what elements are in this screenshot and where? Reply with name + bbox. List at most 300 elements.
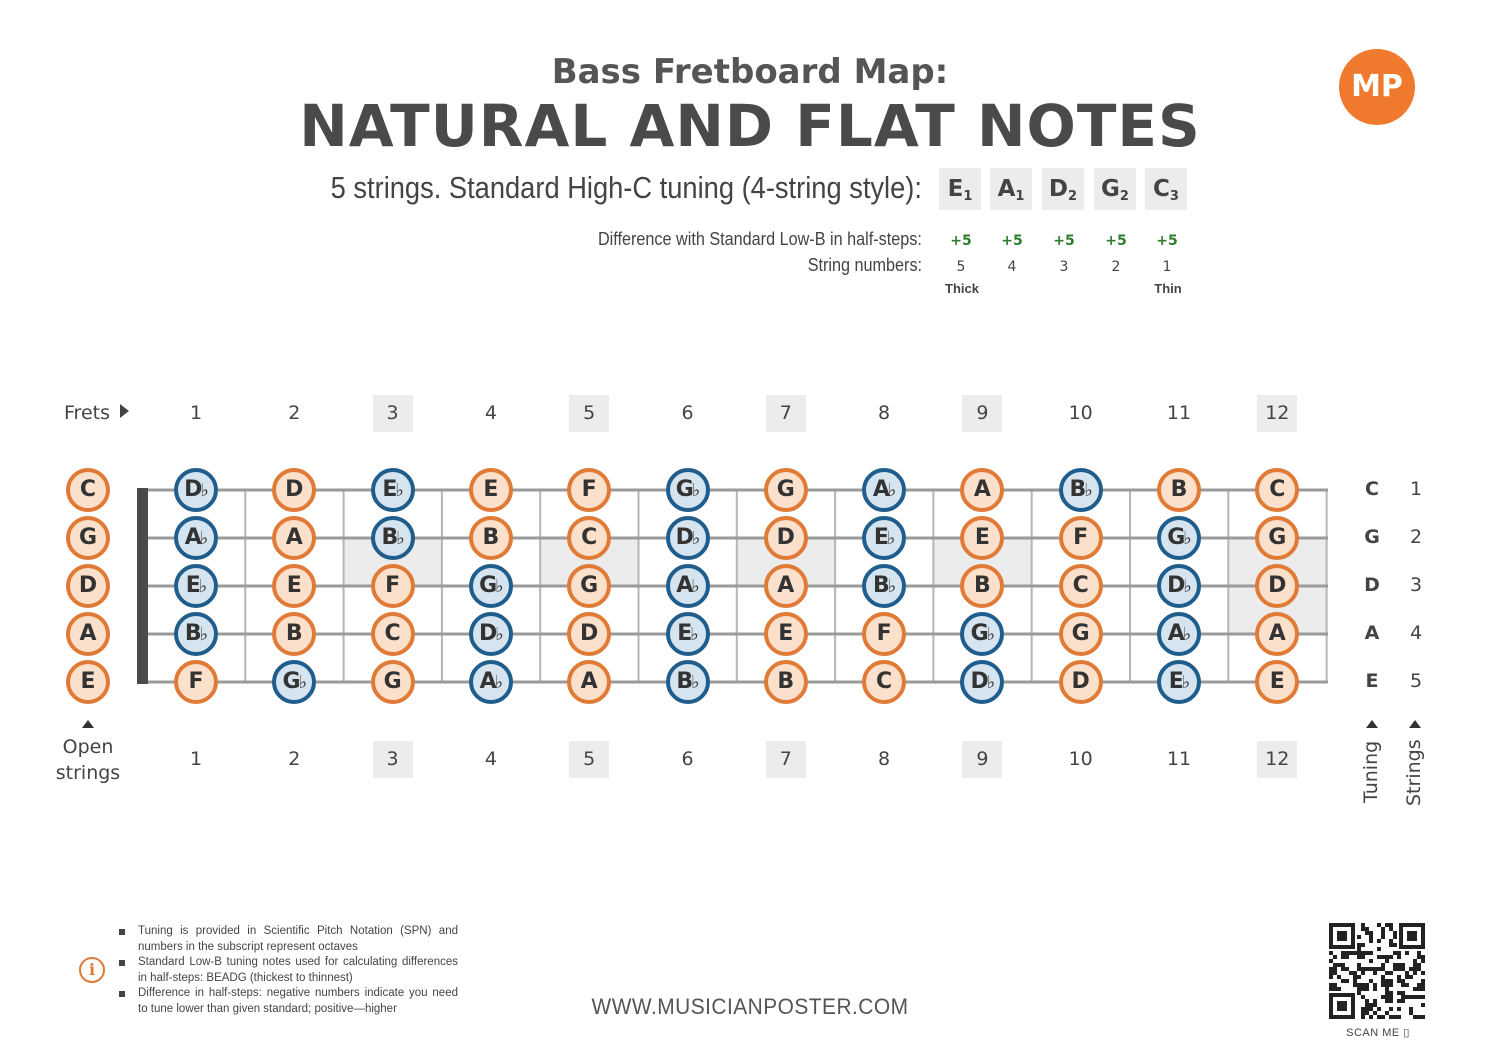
fret-note: F (567, 468, 611, 512)
qr-module (1413, 1015, 1417, 1019)
flat-symbol: ♭ (887, 480, 896, 501)
qr-module (1365, 987, 1369, 991)
qr-module (1369, 931, 1373, 935)
qr-module (1401, 979, 1405, 983)
fret-note: B (272, 612, 316, 656)
qr-module (1417, 955, 1421, 959)
qr-module (1381, 995, 1385, 999)
flat-symbol: ♭ (395, 480, 403, 501)
fret-note: D (1059, 660, 1103, 704)
qr-module (1381, 967, 1385, 971)
qr-module (1393, 967, 1397, 971)
footnote-item: Standard Low-B tuning notes used for calculating differences in half-steps: BEADG (thickest to thinnest) (118, 955, 458, 986)
qr-module (1353, 951, 1357, 955)
fret-note: E (764, 612, 808, 656)
scan-me-label (1330, 1026, 1426, 1039)
qr-module (1369, 1003, 1373, 1007)
qr-module (1369, 939, 1373, 943)
qr-module (1397, 951, 1401, 955)
fret-note: C (1059, 564, 1103, 608)
qr-module (1389, 979, 1393, 983)
qr-module (1357, 943, 1361, 947)
string-number-value: 4 (1007, 259, 1017, 275)
top-fret-number: 4 (484, 402, 497, 424)
note-letter: A (184, 525, 201, 550)
note-letter: D (1167, 573, 1185, 598)
qr-module (1413, 963, 1417, 967)
qr-module (1397, 975, 1401, 979)
qr-module (1397, 1007, 1401, 1011)
qr-module (1373, 1011, 1377, 1015)
qr-module (1417, 1015, 1421, 1019)
open-string-note: G (66, 516, 110, 560)
qr-module (1329, 959, 1333, 963)
qr-module (1333, 971, 1337, 975)
qr-module (1413, 995, 1417, 999)
note-letter: G (675, 477, 693, 502)
right-tuning-note: E (1365, 670, 1379, 692)
qr-module (1389, 939, 1393, 943)
qr-module (1373, 983, 1377, 987)
qr-module (1341, 979, 1345, 983)
fret-note (272, 660, 316, 704)
qr-module (1381, 1015, 1385, 1019)
fret-note: A (567, 660, 611, 704)
qr-module (1413, 959, 1417, 963)
qr-module (1385, 971, 1389, 975)
note-letter: A (479, 669, 496, 694)
qr-module (1421, 955, 1425, 959)
qr-module (1393, 931, 1397, 935)
thick-label: Thick (945, 281, 979, 296)
fret-note: E (272, 564, 316, 608)
qr-module (1369, 959, 1373, 963)
qr-module (1337, 975, 1341, 979)
bottom-fret-number: 4 (484, 748, 497, 770)
qr-module (1397, 967, 1401, 971)
qr-module (1421, 971, 1425, 975)
qr-module (1365, 927, 1369, 931)
difference-value: +5 (950, 233, 972, 249)
qr-module (1389, 955, 1393, 959)
qr-module (1329, 967, 1333, 971)
qr-module (1365, 999, 1369, 1003)
flat-symbol: ♭ (887, 576, 896, 597)
qr-module (1393, 963, 1397, 967)
string-number-value: 2 (1111, 259, 1121, 275)
qr-module (1385, 999, 1389, 1003)
bottom-fret-number: 10 (1068, 748, 1093, 770)
top-fret-number: 5 (569, 395, 609, 432)
qr-module (1365, 931, 1369, 935)
flat-symbol: ♭ (1183, 528, 1191, 549)
qr-module (1357, 975, 1361, 979)
brand-logo: MP (1339, 49, 1415, 125)
qr-module (1337, 963, 1341, 967)
qr-module (1405, 975, 1409, 979)
fret-note: D (272, 468, 316, 512)
fret-note: C (567, 516, 611, 560)
open-string-note: C (66, 468, 110, 512)
fret-note: A (272, 516, 316, 560)
qr-module (1361, 951, 1365, 955)
qr-module (1333, 987, 1337, 991)
qr-module (1397, 979, 1401, 983)
fret-note: G (764, 468, 808, 512)
thin-label: Thin (1154, 281, 1182, 296)
info-icon: i (79, 957, 105, 983)
fret-note (174, 564, 218, 608)
qr-module (1365, 1007, 1369, 1011)
fret-note: D (1255, 564, 1299, 608)
string-numbers-label: String numbers: (807, 255, 922, 275)
qr-module (1381, 979, 1385, 983)
note-letter: D (184, 477, 202, 502)
qr-module (1377, 1007, 1381, 1011)
qr-module (1369, 979, 1373, 983)
note-letter: E (873, 525, 888, 550)
qr-module (1377, 939, 1381, 943)
qr-module (1413, 987, 1417, 991)
note-letter: E (1168, 669, 1183, 694)
qr-module (1385, 955, 1389, 959)
qr-module (1405, 995, 1409, 999)
qr-module (1361, 1007, 1365, 1011)
qr-module (1381, 955, 1385, 959)
flat-symbol: ♭ (199, 528, 208, 549)
qr-module (1413, 967, 1417, 971)
qr-module (1409, 995, 1413, 999)
qr-module (1385, 959, 1389, 963)
nut (137, 488, 148, 684)
fret-note (666, 516, 710, 560)
fret-note: G (1255, 516, 1299, 560)
fret-note: A (1255, 612, 1299, 656)
website-link[interactable]: WWW.MUSICIANPOSTER.COM (591, 994, 909, 1019)
qr-module (1401, 967, 1405, 971)
tuning-note: C (1153, 176, 1170, 202)
right-string-number: 3 (1409, 574, 1423, 596)
fret-note (1157, 564, 1201, 608)
qr-module (1421, 995, 1425, 999)
footnote-item: Difference in half-steps: negative numbers indicate you need to tune lower than given standard; positive—higher (118, 986, 458, 1017)
qr-module (1385, 923, 1389, 927)
right-tuning-note: A (1364, 622, 1380, 644)
qr-module (1401, 983, 1405, 987)
fret-note (862, 516, 906, 560)
tuning-note: E (947, 176, 964, 202)
flat-symbol: ♭ (691, 480, 700, 501)
up-arrow-icon (82, 720, 94, 728)
poster-title: NATURAL AND FLAT NOTES (299, 92, 1201, 160)
flat-symbol: ♭ (690, 624, 698, 645)
right-string-number: 4 (1409, 622, 1423, 644)
note-letter: B (184, 621, 201, 646)
open-strings-label-line1: Open (62, 736, 114, 758)
flat-symbol: ♭ (495, 576, 503, 597)
note-letter: D (479, 621, 497, 646)
fret-note: A (764, 564, 808, 608)
qr-module (1389, 923, 1393, 927)
frets-label: Frets (64, 402, 110, 424)
fret-note (1157, 516, 1201, 560)
tuning-vertical-label: Tuning (1360, 740, 1382, 803)
qr-module (1401, 963, 1405, 967)
fret-note (1059, 468, 1103, 512)
qr-module (1381, 963, 1385, 967)
fret-note: B (1157, 468, 1201, 512)
qr-module (1393, 951, 1397, 955)
qr-module (1341, 951, 1345, 955)
flat-symbol: ♭ (986, 624, 995, 645)
qr-module (1417, 963, 1421, 967)
difference-label: Difference with Standard Low-B in half-steps: (598, 229, 922, 249)
note-letter: G (479, 573, 497, 598)
qr-module (1341, 967, 1345, 971)
fret-note: F (371, 564, 415, 608)
qr-module (1421, 987, 1425, 991)
top-fret-number: 1 (189, 402, 203, 424)
bottom-fret-number: 9 (962, 741, 1002, 778)
footnote-item: Tuning is provided in Scientific Pitch Notation (SPN) and numbers in the subscript represent octaves (118, 924, 458, 955)
fret-note (469, 612, 513, 656)
bottom-fret-number: 6 (681, 748, 694, 770)
fret-note (174, 516, 218, 560)
qr-module (1357, 951, 1361, 955)
flat-symbol: ♭ (691, 672, 699, 693)
note-letter: B (381, 525, 398, 550)
qr-module (1365, 1003, 1369, 1007)
qr-module (1345, 955, 1349, 959)
qr-module (1409, 975, 1413, 979)
strings-vertical-label: Strings (1403, 739, 1425, 806)
qr-module (1345, 951, 1349, 955)
qr-module (1361, 967, 1365, 971)
qr-module (1421, 983, 1425, 987)
qr-module (1393, 943, 1397, 947)
fret-note: G (371, 660, 415, 704)
flat-symbol: ♭ (200, 480, 208, 501)
top-fret-number: 7 (766, 395, 806, 432)
open-strings-label-line2: strings (55, 762, 121, 784)
scan-me-text: SCAN ME (1346, 1027, 1400, 1039)
qr-module (1357, 987, 1361, 991)
qr-module (1389, 991, 1393, 995)
fret-note (666, 564, 710, 608)
qr-module (1389, 971, 1393, 975)
note-letter: E (677, 621, 692, 646)
flat-symbol: ♭ (298, 672, 307, 693)
fret-note: C (371, 612, 415, 656)
tuning-note: A (997, 176, 1016, 202)
tuning-octave: 2 (1119, 189, 1129, 204)
tuning-octave: 2 (1068, 189, 1078, 204)
qr-module (1369, 1015, 1373, 1019)
poster-subtitle: Bass Fretboard Map: (551, 52, 949, 92)
tuning-note: G (1101, 176, 1120, 202)
qr-module (1405, 983, 1409, 987)
fret-note (174, 612, 218, 656)
qr-module (1349, 971, 1353, 975)
note-letter: A (676, 573, 693, 598)
qr-module (1417, 967, 1421, 971)
fret-note: F (1059, 516, 1103, 560)
qr-module (1417, 951, 1421, 955)
qr-module (1417, 995, 1421, 999)
qr-module (1381, 983, 1385, 987)
qr-module (1377, 1015, 1381, 1019)
fret-note (469, 660, 513, 704)
qr-module (1389, 999, 1393, 1003)
fret-note (371, 516, 415, 560)
flat-symbol: ♭ (495, 624, 503, 645)
qr-module (1341, 963, 1345, 967)
note-letter: E (382, 477, 397, 502)
string-number-value: 3 (1059, 259, 1069, 275)
qr-module (1373, 999, 1377, 1003)
qr-module (1389, 983, 1393, 987)
top-fret-number: 2 (288, 402, 301, 424)
qr-module (1405, 951, 1409, 955)
flat-symbol: ♭ (198, 576, 207, 597)
fret-note (174, 468, 218, 512)
fret-note: G (567, 564, 611, 608)
bottom-fret-number: 8 (878, 748, 891, 770)
flat-symbol: ♭ (1084, 480, 1092, 501)
qr-module (1401, 999, 1405, 1003)
top-fret-number: 12 (1257, 395, 1297, 432)
right-tuning-note: D (1364, 574, 1380, 596)
string-number-value: 5 (956, 259, 966, 275)
fret-note: D (764, 516, 808, 560)
qr-module (1361, 987, 1365, 991)
qr-module (1373, 1003, 1377, 1007)
qr-module (1353, 971, 1357, 975)
tuning-label: 5 strings. Standard High-C tuning (4-string style): (330, 170, 922, 205)
fret-note (469, 564, 513, 608)
qr-module (1409, 1011, 1413, 1015)
qr-module (1361, 923, 1365, 927)
qr-module (1365, 1011, 1369, 1015)
qr-module (1369, 967, 1373, 971)
fret-note: E (1255, 660, 1299, 704)
qr-module (1385, 979, 1389, 983)
fret-note (371, 468, 415, 512)
qr-module (1389, 1015, 1393, 1019)
qr-module (1361, 995, 1365, 999)
fret-note: C (862, 660, 906, 704)
right-string-number: 1 (1409, 478, 1423, 500)
qr-module (1421, 979, 1425, 983)
fret-note: B (960, 564, 1004, 608)
right-tuning-note: C (1365, 478, 1379, 500)
fret-note: C (1255, 468, 1299, 512)
qr-module (1397, 991, 1401, 995)
qr-module (1357, 947, 1361, 951)
qr-module (1381, 935, 1385, 939)
qr-module (1389, 1007, 1393, 1011)
qr-module (1357, 935, 1361, 939)
note-letter: G (282, 669, 300, 694)
bottom-fret-number: 12 (1257, 741, 1297, 778)
bottom-fret-number: 1 (189, 748, 203, 770)
qr-module (1377, 947, 1381, 951)
open-string-note: E (66, 660, 110, 704)
qr-module (1337, 987, 1341, 991)
qr-module (1397, 1015, 1401, 1019)
qr-module (1421, 1003, 1425, 1007)
difference-value: +5 (1001, 233, 1023, 249)
difference-value: +5 (1105, 233, 1127, 249)
flat-symbol: ♭ (986, 672, 995, 693)
qr-module (1345, 979, 1349, 983)
tuning-note: D (1048, 176, 1069, 202)
qr-module (1389, 927, 1393, 931)
qr-module (1329, 983, 1333, 987)
flat-symbol: ♭ (199, 624, 208, 645)
tuning-octave: 3 (1169, 189, 1179, 204)
flat-symbol: ♭ (396, 528, 404, 549)
qr-module (1405, 971, 1409, 975)
qr-module (1381, 975, 1385, 979)
qr-module (1361, 1015, 1365, 1019)
qr-module (1337, 931, 1347, 941)
top-fret-number: 9 (962, 395, 1002, 432)
qr-module (1409, 967, 1413, 971)
qr-module (1357, 983, 1361, 987)
qr-module (1357, 991, 1361, 995)
qr-module (1329, 987, 1333, 991)
flat-symbol: ♭ (886, 528, 895, 549)
qr-module (1365, 983, 1369, 987)
qr-module (1377, 967, 1381, 971)
fret-note (666, 468, 710, 512)
flat-symbol: ♭ (691, 576, 699, 597)
qr-module (1373, 971, 1377, 975)
qr-module (1353, 975, 1357, 979)
top-fret-number: 3 (373, 395, 413, 432)
string-number-value: 1 (1162, 259, 1172, 275)
qr-module (1329, 975, 1333, 979)
qr-module (1333, 955, 1337, 959)
qr-module (1357, 963, 1361, 967)
qr-module (1421, 959, 1425, 963)
qr-module (1385, 991, 1389, 995)
fret-note (1157, 660, 1201, 704)
fret-note (666, 612, 710, 656)
qr-module (1333, 983, 1337, 987)
qr-module (1401, 991, 1405, 995)
qr-module (1365, 951, 1369, 955)
note-letter: B (872, 573, 889, 598)
qr-module (1421, 1015, 1425, 1019)
qr-module (1353, 979, 1357, 983)
note-letter: E (185, 573, 200, 598)
qr-module (1357, 955, 1361, 959)
fret-note: A (960, 468, 1004, 512)
qr-code[interactable] (1329, 923, 1425, 1019)
qr-module (1353, 983, 1357, 987)
qr-module (1373, 987, 1377, 991)
tuning-octave: 1 (1015, 189, 1025, 204)
top-fret-number: 6 (681, 402, 694, 424)
qr-module (1377, 923, 1381, 927)
qr-module (1397, 955, 1401, 959)
up-arrow-icon (1409, 720, 1421, 728)
bottom-fret-number: 7 (766, 741, 806, 778)
note-letter: G (1167, 525, 1185, 550)
qr-module (1409, 1007, 1413, 1011)
